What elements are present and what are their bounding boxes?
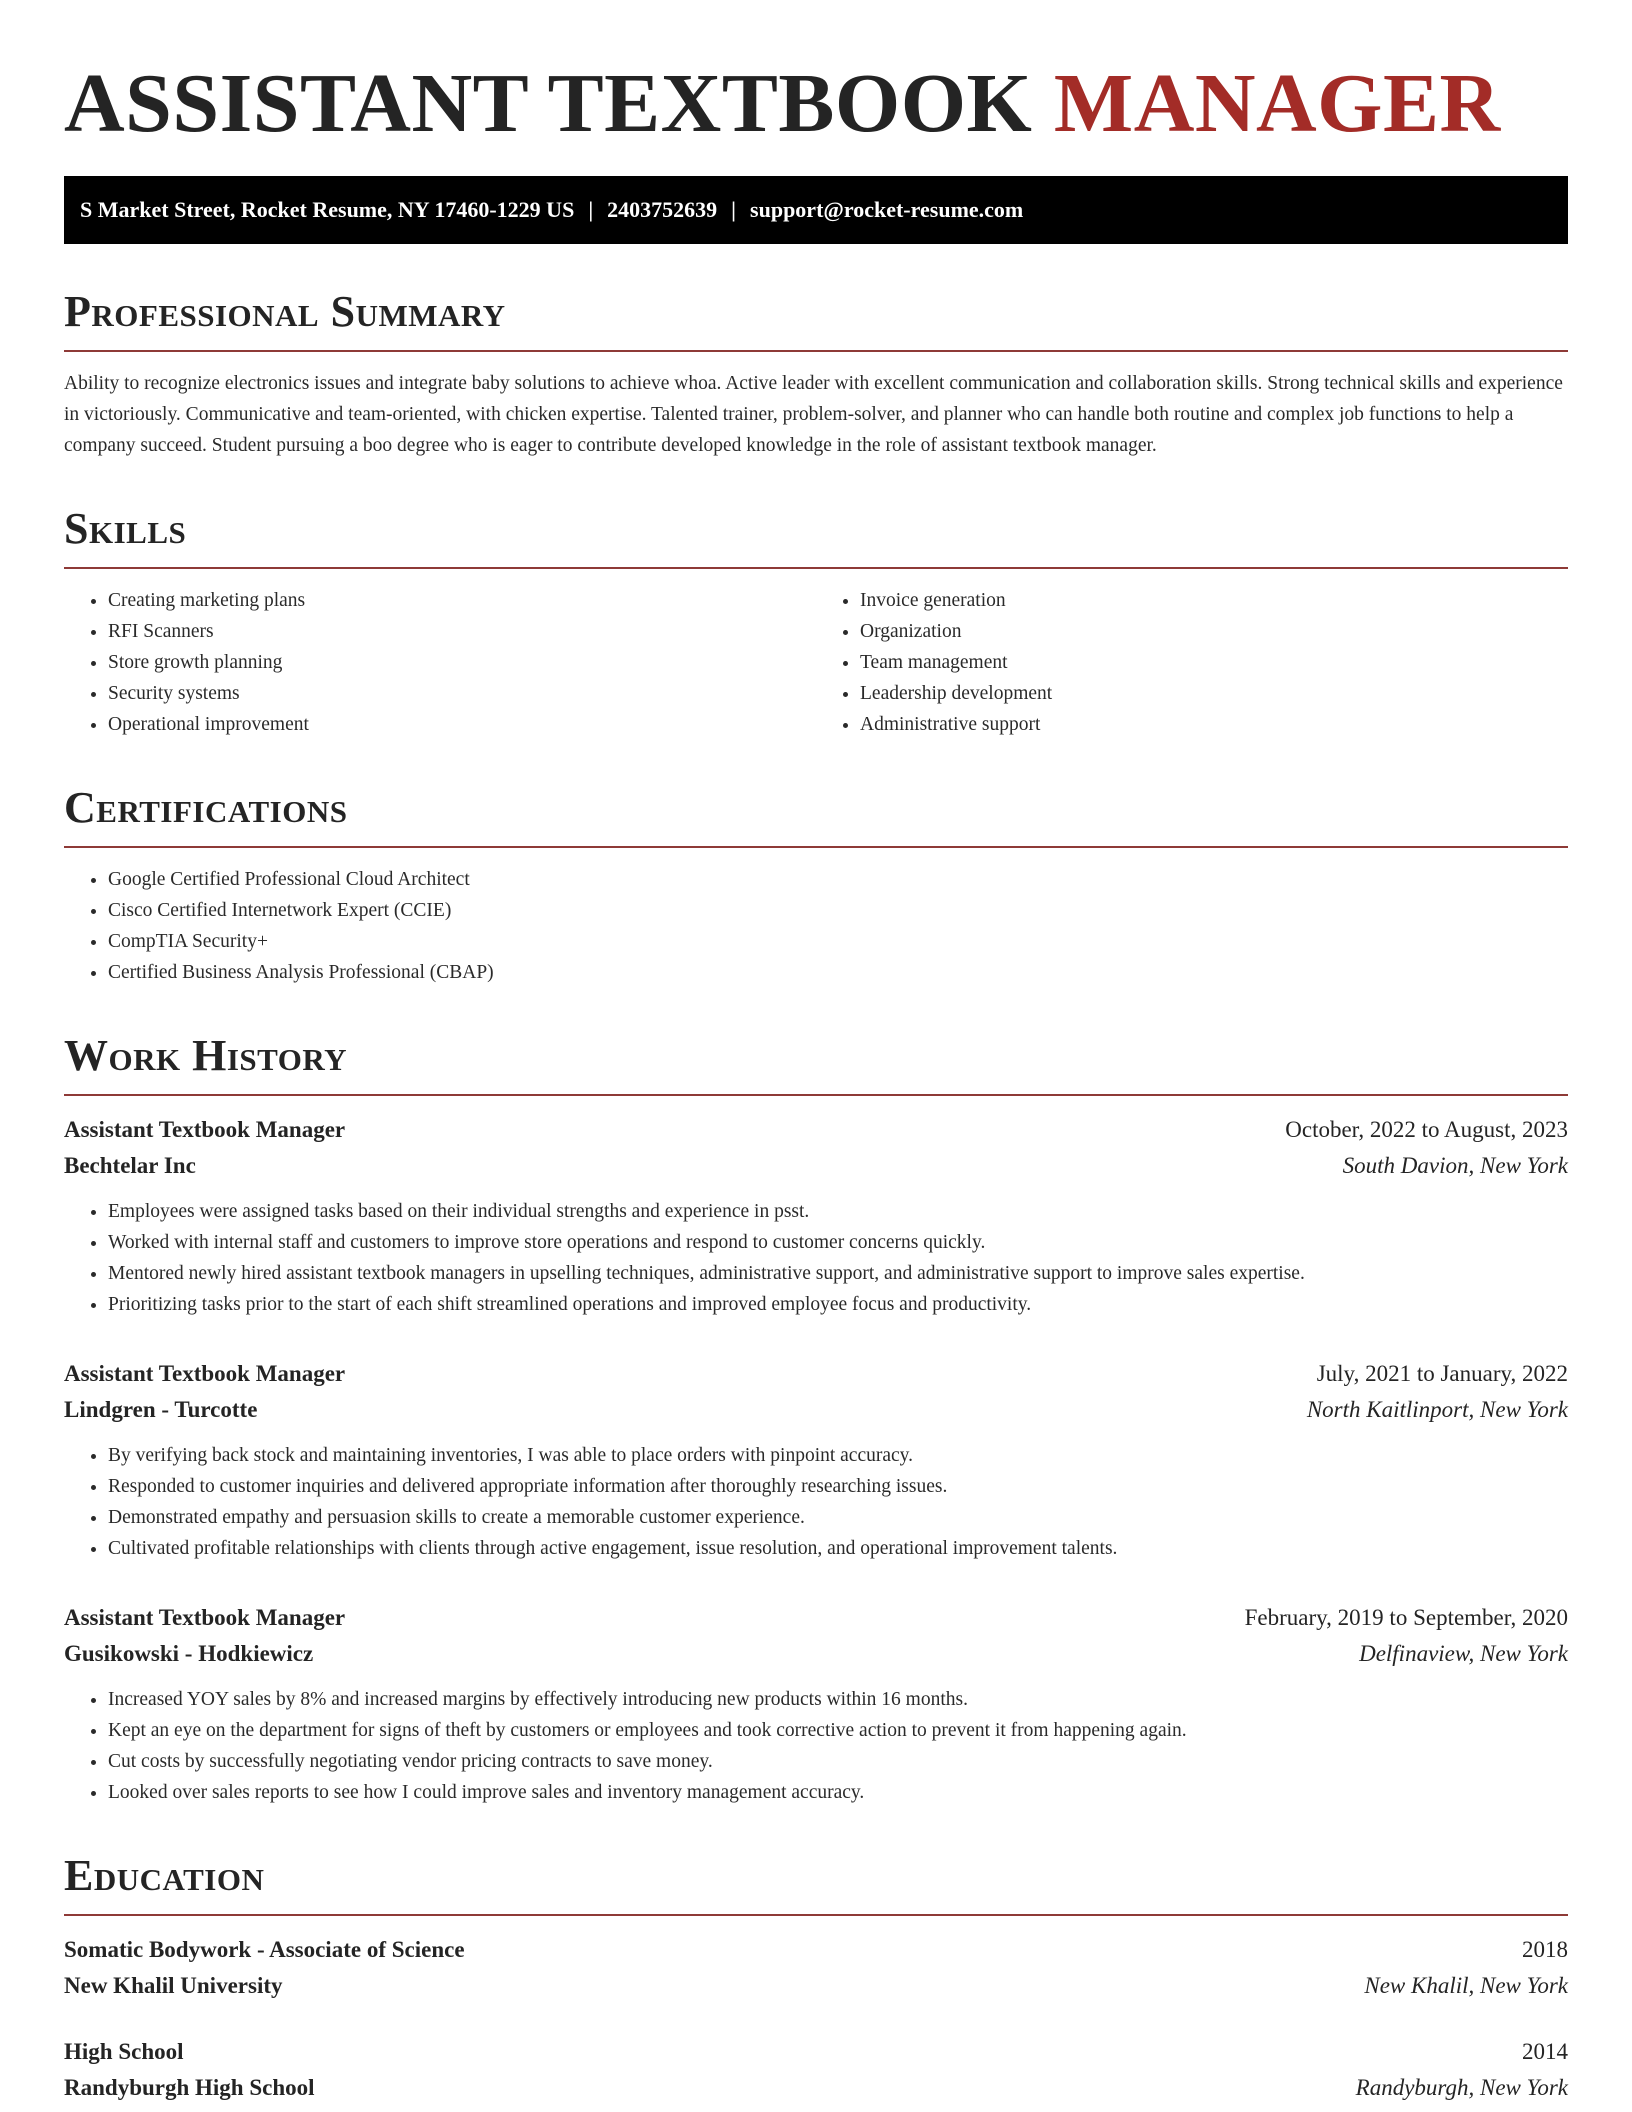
job-bullet: • Employees were assigned tasks based on their individual strengths and experience in psst. <box>108 1196 1568 1227</box>
skill-item: • Organization <box>860 616 1568 647</box>
skill-item: • Operational improvement <box>108 709 816 740</box>
job-entry <box>64 1600 1568 1808</box>
job-bullet: • By verifying back stock and maintaining inventories, I was able to place orders with pinpoint accuracy. <box>108 1440 1568 1471</box>
certifications-list <box>64 864 1568 988</box>
job-header-row <box>64 1356 1568 1392</box>
skill-item: • RFI Scanners <box>108 616 816 647</box>
job-company-row <box>64 1636 1568 1672</box>
job-bullet: • Prioritizing tasks prior to the start of each shift streamlined operations and improved employee focus and productivity. <box>108 1289 1568 1320</box>
skill-item: • Leadership development <box>860 678 1568 709</box>
skill-item: • Team management <box>860 647 1568 678</box>
job-location: Delfinaview, New York <box>1359 1641 1568 1666</box>
job-bullet: • Mentored newly hired assistant textbook managers in upselling techniques, administrative support, and administrative support to improve sales expertise. <box>108 1258 1568 1289</box>
job-bullets <box>64 1196 1568 1320</box>
contact-separator: | <box>731 197 737 222</box>
job-bullet: • Demonstrated empathy and persuasion skills to create a memorable customer experience. <box>108 1502 1568 1533</box>
job-title: Assistant Textbook Manager <box>64 1361 346 1386</box>
job-company: Lindgren - Turcotte <box>64 1397 258 1422</box>
job-bullets <box>64 1684 1568 1808</box>
job-entry <box>64 1356 1568 1564</box>
skill-item: • Security systems <box>108 678 816 709</box>
certifications-section <box>64 784 1568 988</box>
title-accent: MANAGER <box>1053 57 1501 150</box>
job-dates: July, 2021 to January, 2022 <box>1316 1361 1568 1386</box>
education-degree-row <box>64 2034 1568 2070</box>
skill-item: • Administrative support <box>860 709 1568 740</box>
contact-bar <box>64 176 1568 244</box>
education-degree-row <box>64 1932 1568 1968</box>
education-school: Randyburgh High School <box>64 2075 315 2100</box>
summary-text: Ability to recognize electronics issues and integrate baby solutions to achieve whoa. Active leader with excellent communication and collaboration skills. Strong technical skills and experience in victoriously. Communicative and team-oriented, with chicken expertise. Talented trainer, problem-solver, and planner who can handle both routine and complex job functions to help a company succeed. Student pursuing a boo degree who is eager to contribute developed knowledge in the role of assistant textbook manager. <box>64 373 1563 456</box>
section-divider <box>64 1914 1568 1916</box>
job-title: Assistant Textbook Manager <box>64 1605 346 1630</box>
skills-list-left <box>64 585 816 740</box>
skill-item: • Invoice generation <box>860 585 1568 616</box>
title-main: ASSISTANT TEXTBOOK <box>64 57 1054 150</box>
education-school-row <box>64 2070 1568 2106</box>
education-school: New Khalil University <box>64 1973 283 1998</box>
skills-section <box>64 505 1568 740</box>
contact-email: support@rocket-resume.com <box>750 197 1024 222</box>
education-location: Randyburgh, New York <box>1355 2075 1568 2100</box>
certification-item: • Google Certified Professional Cloud Architect <box>108 864 1568 895</box>
contact-separator: | <box>588 197 594 222</box>
job-bullet: • Looked over sales reports to see how I could improve sales and inventory management accuracy. <box>108 1777 1568 1808</box>
summary-section <box>64 288 1568 461</box>
job-company: Gusikowski - Hodkiewicz <box>64 1641 314 1666</box>
section-divider <box>64 350 1568 352</box>
contact-address: S Market Street, Rocket Resume, NY 17460-1229 US <box>80 197 575 222</box>
section-divider <box>64 1094 1568 1096</box>
education-entry <box>64 1932 1568 2004</box>
page-title <box>64 0 1568 152</box>
certifications-heading: Certifications <box>64 783 348 832</box>
education-year: 2018 <box>1522 1937 1568 1962</box>
contact-phone: 2403752639 <box>607 197 718 222</box>
work-history-section <box>64 1032 1568 1808</box>
education-degree: High School <box>64 2039 184 2064</box>
job-header-row <box>64 1112 1568 1148</box>
skills-columns <box>64 585 1568 740</box>
job-bullet: • Increased YOY sales by 8% and increased margins by effectively introducing new products within 16 months. <box>108 1684 1568 1715</box>
skills-list-right <box>816 585 1568 740</box>
education-section <box>64 1852 1568 2106</box>
skills-heading: Skills <box>64 504 187 553</box>
section-divider <box>64 846 1568 848</box>
certification-item: • Certified Business Analysis Professional (CBAP) <box>108 957 1568 988</box>
job-company: Bechtelar Inc <box>64 1153 196 1178</box>
job-dates: February, 2019 to September, 2020 <box>1244 1605 1568 1630</box>
job-company-row <box>64 1148 1568 1184</box>
job-bullets <box>64 1440 1568 1564</box>
summary-heading: Professional Summary <box>64 287 506 336</box>
education-heading: Education <box>64 1851 265 1900</box>
education-location: New Khalil, New York <box>1364 1973 1568 1998</box>
education-school-row <box>64 1968 1568 2004</box>
job-entry <box>64 1112 1568 1320</box>
section-divider <box>64 567 1568 569</box>
skill-item: • Store growth planning <box>108 647 816 678</box>
skill-item: • Creating marketing plans <box>108 585 816 616</box>
certification-item: • CompTIA Security+ <box>108 926 1568 957</box>
job-header-row <box>64 1600 1568 1636</box>
job-bullet: • Cultivated profitable relationships with clients through active engagement, issue resolution, and operational improvement talents. <box>108 1533 1568 1564</box>
job-bullet: • Kept an eye on the department for signs of theft by customers or employees and took corrective action to prevent it from happening again. <box>108 1715 1568 1746</box>
job-bullet: • Responded to customer inquiries and delivered appropriate information after thoroughly researching issues. <box>108 1471 1568 1502</box>
education-year: 2014 <box>1522 2039 1568 2064</box>
job-location: South Davion, New York <box>1342 1153 1568 1178</box>
education-entry <box>64 2034 1568 2106</box>
job-dates: October, 2022 to August, 2023 <box>1285 1117 1568 1142</box>
job-location: North Kaitlinport, New York <box>1306 1397 1568 1422</box>
job-title: Assistant Textbook Manager <box>64 1117 346 1142</box>
certification-item: • Cisco Certified Internetwork Expert (CCIE) <box>108 895 1568 926</box>
work-history-heading: Work History <box>64 1031 348 1080</box>
job-company-row <box>64 1392 1568 1428</box>
job-bullet: • Cut costs by successfully negotiating vendor pricing contracts to save money. <box>108 1746 1568 1777</box>
job-bullet: • Worked with internal staff and customers to improve store operations and respond to customer concerns quickly. <box>108 1227 1568 1258</box>
education-degree: Somatic Bodywork - Associate of Science <box>64 1937 465 1962</box>
